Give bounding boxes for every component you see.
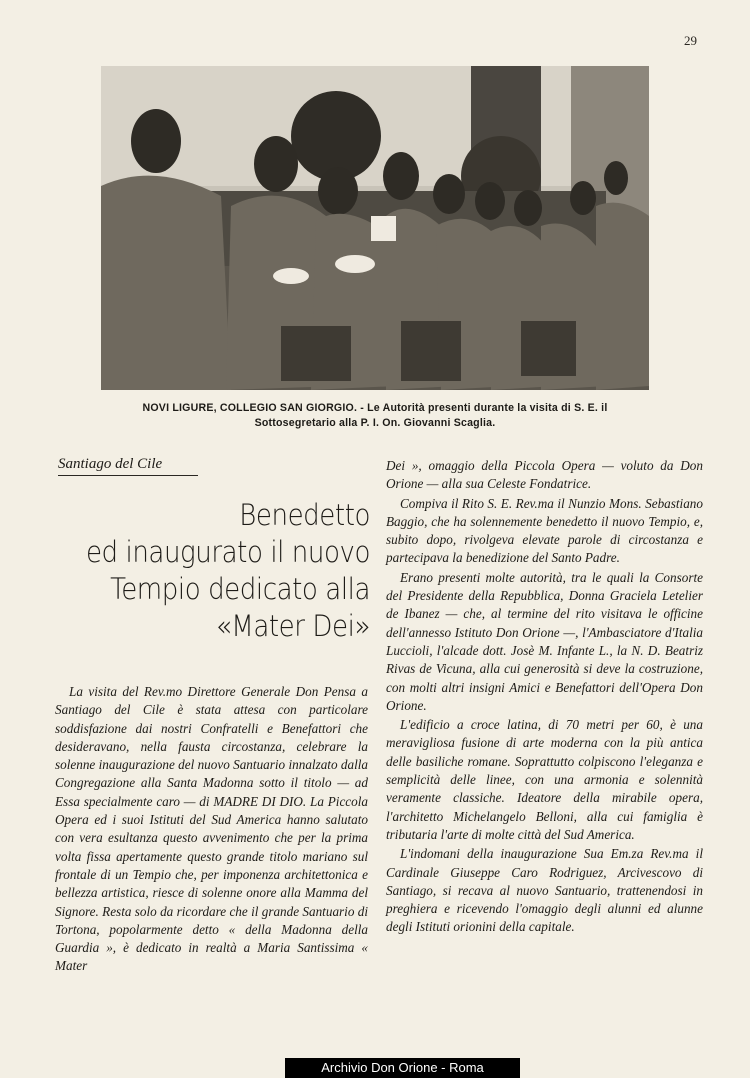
body-paragraph: La visita del Rev.mo Direttore Generale Don Pensa a Santiago del Cile è stata attesa con particolare soddisfazione dai nostri Confratelli e Benefattori che desideravano, nella fausta circostanza, celebrare la solenne inaugurazione del nuovo Santuario innalzato dalla Congregazione alla Santa Madonna sotto il titolo — ad Essa specialmente caro — di MADRE DI DIO. La Piccola Opera ed i suoi Istituti del Sud America hanno salutato con vera esultanza questo avvenimento che per la prima volta fissa apertamente questo grande titolo mariano sul frontale di un Tempio che, per imponenza architettonica e bellezza artistica, riesce di solenne onore alla Mamma del Signore. Resta solo da ricordare che il grande Santuario di Tortona, popolarmente detto « della Madonna della Guardia », è dedicato in realtà a Maria Santissima « Mater: [55, 684, 368, 974]
article-headline: [84, 497, 370, 645]
caption-line-1: NOVI LIGURE, COLLEGIO SAN GIORGIO. - Le Autorità presenti durante la visita di S. E. il: [142, 402, 608, 414]
caption-line-2: Sottosegretario alla P. I. On. Giovanni Scaglia.: [254, 417, 496, 429]
left-column: [55, 683, 368, 976]
page-number: 29: [684, 33, 697, 48]
headline-line: «Mater Dei»: [215, 609, 370, 643]
headline-line: Tempio dedicato alla: [110, 572, 370, 606]
headline-line: ed inaugurato il nuovo: [85, 535, 370, 569]
headline-line: Benedetto: [239, 498, 370, 532]
body-paragraph: Compiva il Rito S. E. Rev.ma il Nunzio Mons. Sebastiano Baggio, che ha solennemente benedetto il nuovo Tempio, e, subito dopo, rivolgeva elevate parole di circostanza e partecipava la benedizione del Santo Padre.: [386, 495, 703, 566]
right-column: [386, 457, 703, 938]
photo-caption: [70, 401, 680, 431]
body-paragraph: Erano presenti molte autorità, tra le quali la Consorte del Presidente della Repubblica, Donna Graciela Letelier de Ibanez — che, al termine del rito visitava le officine dell'annesso Istituto Don Orione —, l'Ambasciatore d'Italia Luccioli, l'alcade dott. Josè M. Infante L., la N. D. Beatriz Rivas de Vicuna, alla cui generosità si deve la costruzione, con molti altri insigni Amici e Benefattori dell'Opera Don Orione.: [386, 569, 703, 713]
photo-illustration: [101, 66, 649, 390]
body-paragraph: L'edificio a croce latina, di 70 metri per 60, è una meravigliosa fusione di arte moderna con la più antica delle basiliche romane. Soprattutto colpiscono l'eleganza e semplicità delle linee, con una armonia e solennità veramente classiche. Ideatore della mirabile opera, l'architetto Michelangelo Belloni, alla cui famiglia è tributaria l'arte di molte città del Sud America.: [386, 717, 703, 842]
body-paragraph: L'indomani della inaugurazione Sua Em.za Rev.ma il Cardinale Giuseppe Caro Rodriguez, Arcivescovo di Santiago, si recava al nuovo Santuario, trattenendosi in preghiera e ricevendo l'omaggio degli alunni ed alunne degli Istituti orionini della capitale.: [386, 846, 703, 935]
section-label: Santiago del Cile: [58, 456, 198, 476]
event-photo: [101, 66, 649, 390]
archive-footer: Archivio Don Orione - Roma: [285, 1058, 520, 1078]
body-paragraph: Dei », omaggio della Piccola Opera — voluto da Don Orione — alla sua Celeste Fondatrice.: [386, 458, 703, 492]
